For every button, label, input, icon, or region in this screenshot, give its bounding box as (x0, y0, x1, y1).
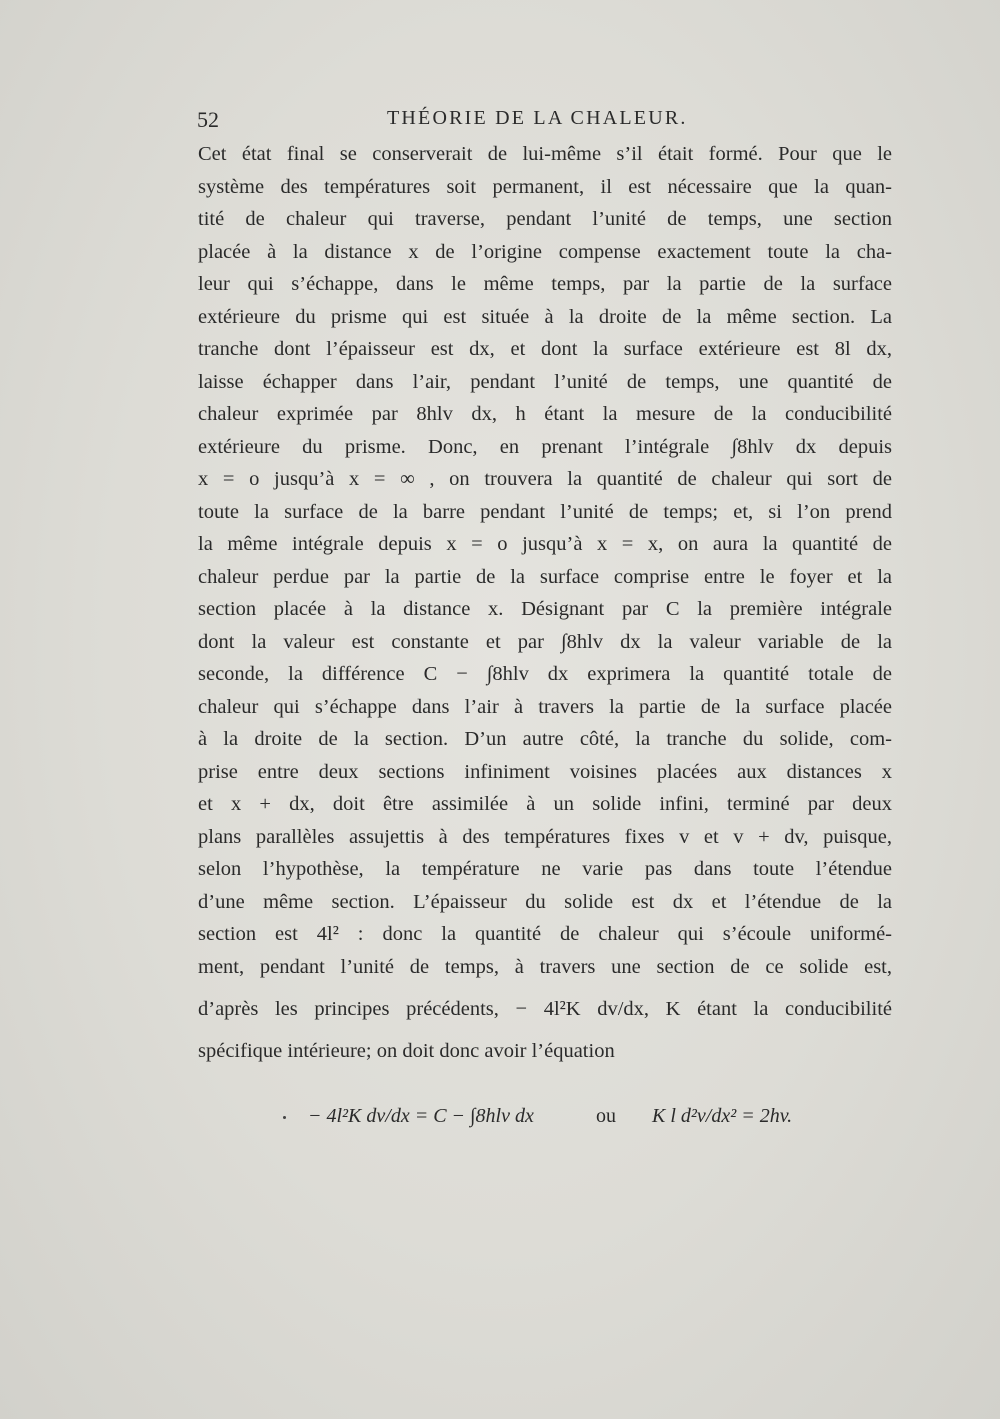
running-title: THÉORIE DE LA CHALEUR. (387, 107, 688, 129)
text-line: tranche dont l’épaisseur est dx, et dont la surface extérieure est 8l dx, (198, 338, 892, 360)
text-line: et x + dx, doit être assimilée à un solide infini, terminé par deux (198, 793, 892, 815)
text-line: extérieure du prisme qui est située à la droite de la même section. La (198, 305, 892, 328)
text-line: seconde, la différence C − ∫8hlv dx exprimera la quantité totale de (198, 663, 892, 685)
text-line: section est 4l² : donc la quantité de chaleur qui s’écoule uniformé- (198, 923, 892, 945)
text-line: plans parallèles assujettis à des températures fixes v et v + dv, puisque, (198, 825, 892, 848)
text-line: prise entre deux sections infiniment voisines placées aux distances x (198, 760, 892, 783)
page-number: 52 (197, 107, 219, 132)
text-line: placée à la distance x de l’origine compense exactement toute la cha- (198, 240, 892, 263)
text-line: x = o jusqu’à x = ∞ , on trouvera la quantité de chaleur qui sort de (198, 468, 892, 490)
page-header (197, 103, 893, 137)
text-line: Cet état final se conserverait de lui-même s’il était formé. Pour que le (198, 143, 892, 165)
body-text (198, 138, 892, 1068)
text-line: la même intégrale depuis x = o jusqu’à x = x, on aura la quantité de (198, 533, 892, 555)
text-line: leur qui s’échappe, dans le même temps, par la partie de la surface (198, 273, 892, 295)
equation-right: K l d²v/dx² = 2hv. (652, 1105, 793, 1127)
display-equation (280, 1090, 820, 1142)
text-line: système des températures soit permanent, il est nécessaire que la quan- (198, 175, 892, 198)
text-line: à la droite de la section. D’un autre côté, la tranche du solide, com- (198, 728, 892, 750)
text-line: ment, pendant l’unité de temps, à travers une section de ce solide est, (198, 955, 892, 978)
text-line: laisse échapper dans l’air, pendant l’unité de temps, une quantité de (198, 370, 892, 393)
text-line: section placée à la distance x. Désignant par C la première intégrale (198, 598, 892, 620)
text-line: d’après les principes précédents, − 4l²K dv/dx, K étant la conducibilité (198, 998, 892, 1020)
equation-separator: ou (596, 1105, 616, 1127)
text-line: tité de chaleur qui traverse, pendant l’unité de temps, une section (198, 208, 892, 230)
text-line: selon l’hypothèse, la température ne varie pas dans toute l’étendue (198, 858, 892, 880)
text-line: chaleur qui s’échappe dans l’air à travers la partie de la surface placée (198, 695, 892, 718)
text-line: d’une même section. L’épaisseur du solide est dx et l’étendue de la (198, 890, 892, 913)
text-line: spécifique intérieure; on doit donc avoir l’équation (198, 1040, 615, 1062)
text-line: extérieure du prisme. Donc, en prenant l’intégrale ∫8hlv dx depuis (198, 435, 892, 458)
text-line: chaleur exprimée par 8hlv dx, h étant la mesure de la conducibilité (198, 403, 892, 425)
text-line: toute la surface de la barre pendant l’unité de temps; et, si l’on prend (198, 500, 892, 523)
equation-left: − 4l²K dv/dx = C − ∫8hlv dx (308, 1105, 534, 1127)
text-line: chaleur perdue par la partie de la surface comprise entre le foyer et la (198, 565, 892, 588)
text-line: dont la valeur est constante et par ∫8hlv dx la valeur variable de la (198, 630, 892, 653)
